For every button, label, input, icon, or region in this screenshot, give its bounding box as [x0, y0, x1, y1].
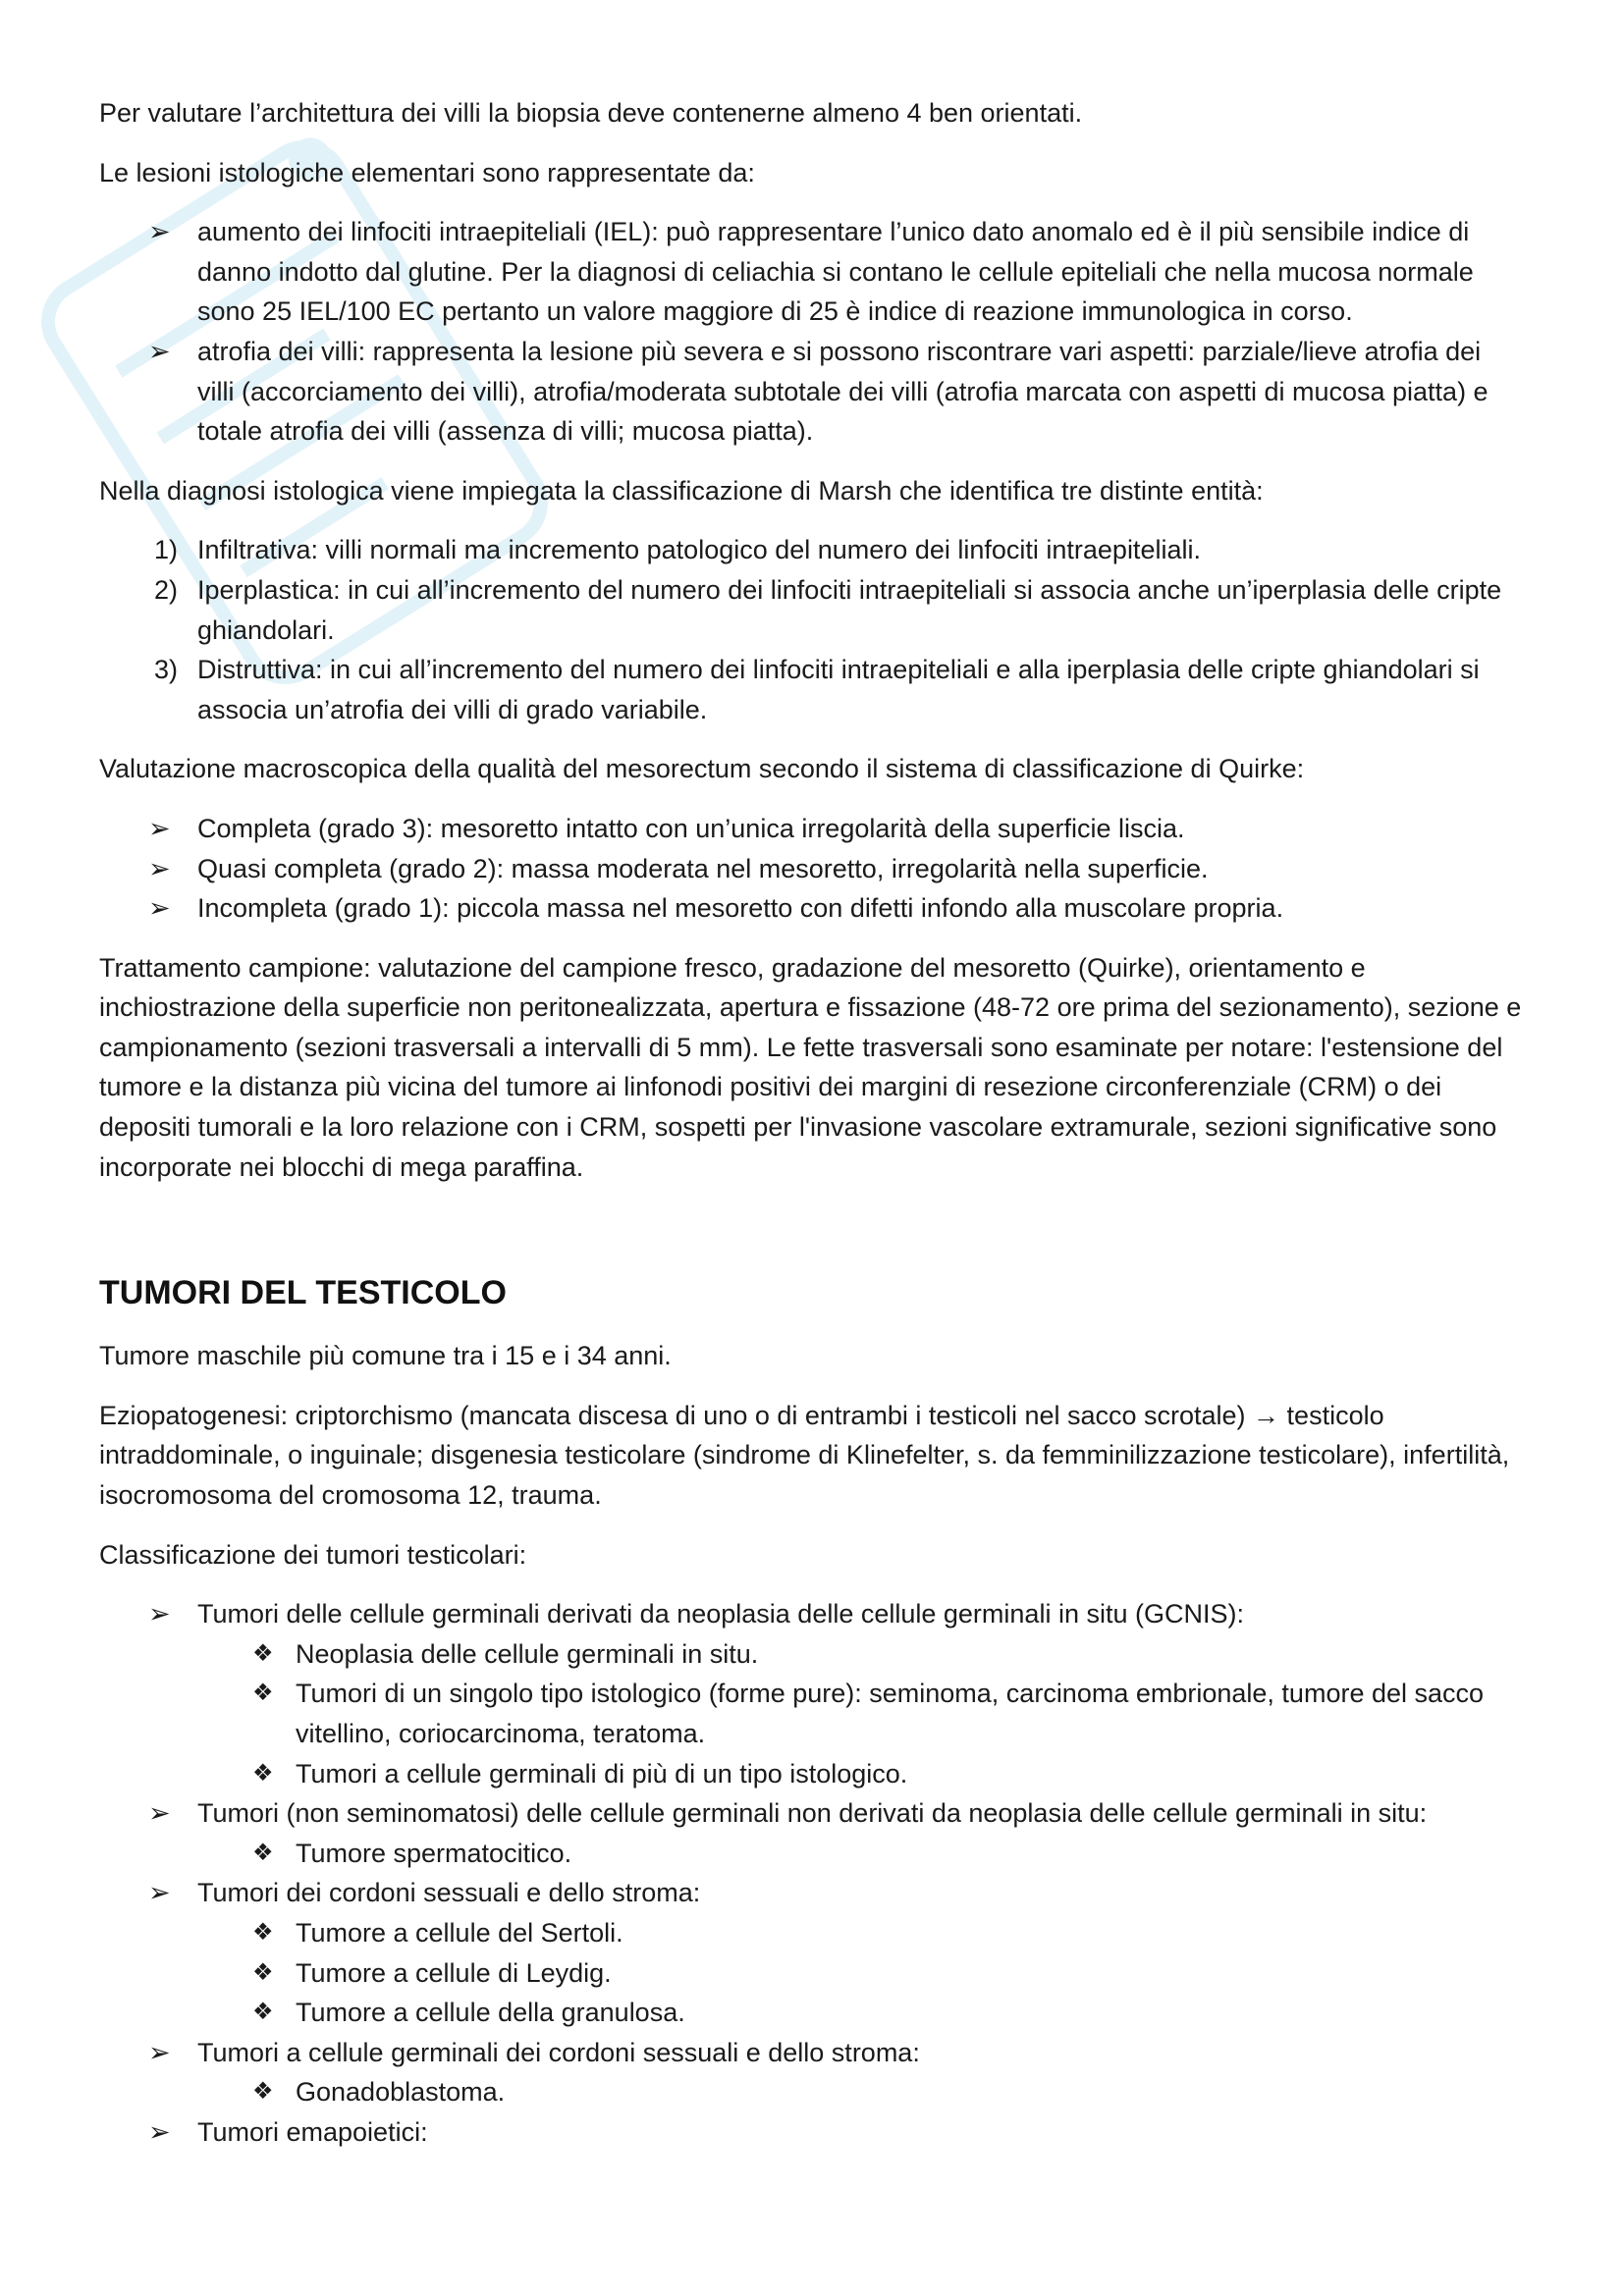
arrow-bullet-icon: ➢	[148, 217, 171, 247]
arrow-bullet-icon: ➢	[148, 2037, 171, 2067]
list-item-text: Completa (grado 3): mesoretto intatto con un’unica irregolarità della superficie liscia.	[197, 813, 1185, 843]
sub-list-item	[197, 1913, 1525, 1953]
sub-list-item-text: Tumore a cellule della granulosa.	[296, 1998, 685, 2028]
sub-list	[99, 2072, 1525, 2112]
list-item	[99, 1594, 1525, 1793]
diamond-bullet-icon: ❖	[252, 1918, 274, 1946]
sub-list-item	[197, 1674, 1525, 1753]
list-item	[99, 332, 1525, 452]
classification-list	[99, 1594, 1525, 2152]
list-number: 2)	[154, 574, 179, 605]
diamond-bullet-icon: ❖	[252, 1839, 274, 1866]
sub-list	[99, 1913, 1525, 2033]
diamond-bullet-icon: ❖	[252, 1639, 274, 1667]
list-number: 1)	[154, 535, 179, 565]
classification-intro: Classificazione dei tumori testicolari:	[99, 1539, 527, 1570]
sub-list-item	[197, 1754, 1525, 1794]
lesions-list	[99, 212, 1525, 452]
list-item-text: atrofia dei villi: rappresenta la lesione più severa e si possono riscontrare vari aspetti: parziale/lieve atrofia dei villi (accorciamento dei villi), atrofia/moderata subtotale dei villi (atrofia marcata con aspetti di mucosa piatta) e totale atrofia dei villi (assenza di villi; mucosa piatta).	[197, 336, 1489, 447]
sub-list-item-text: Tumore a cellule del Sertoli.	[296, 1917, 623, 1948]
sub-list-item-text: Tumori di un singolo tipo istologico (forme pure): seminoma, carcinoma embrionale, tumore del sacco vitellino, coriocarcinoma, teratoma.	[296, 1679, 1485, 1748]
list-item	[99, 1873, 1525, 2032]
list-item	[99, 2112, 1525, 2153]
list-item-text: Infiltrativa: villi normali ma incremento patologico del numero dei linfociti intraepiteliali.	[197, 535, 1201, 565]
list-item-text: Tumori dei cordoni sessuali e dello stroma:	[197, 1878, 701, 1908]
sub-list-item-text: Tumori a cellule germinali di più di un tipo istologico.	[296, 1758, 908, 1789]
list-item-text: Iperplastica: in cui all’incremento del numero dei linfociti intraepiteliali si associa anche un’iperplasia delle cripte ghiandolari.	[197, 574, 1502, 645]
arrow-bullet-icon: ➢	[148, 2116, 171, 2147]
list-item-text: Tumori emapoietici:	[197, 2116, 428, 2147]
document-body	[99, 93, 1525, 2172]
sub-list-item-text: Tumore spermatocitico.	[296, 1838, 572, 1868]
arrow-bullet-icon: ➢	[148, 1798, 171, 1829]
marsh-list	[99, 530, 1525, 729]
sub-list-item	[197, 1993, 1525, 2033]
arrow-bullet-icon: ➢	[148, 1599, 171, 1629]
list-item	[99, 849, 1525, 889]
sub-list-item	[197, 1953, 1525, 1994]
sub-list	[99, 1834, 1525, 1874]
list-item	[99, 888, 1525, 929]
sub-list-item-text: Tumore a cellule di Leydig.	[296, 1957, 612, 1988]
arrow-bullet-icon: ➢	[148, 1878, 171, 1908]
quirke-list	[99, 809, 1525, 929]
diamond-bullet-icon: ❖	[252, 2078, 274, 2106]
sub-list-item-text: Gonadoblastoma.	[296, 2077, 506, 2108]
sub-list-item	[197, 2072, 1525, 2112]
list-item-text: Tumori (non seminomatosi) delle cellule germinali non derivati da neoplasia delle cellule germinali in situ:	[197, 1798, 1428, 1829]
list-item-text: Tumori delle cellule germinali derivati da neoplasia delle cellule germinali in situ (GCNIS):	[197, 1599, 1244, 1629]
lesions-intro: Le lesioni istologiche elementari sono rappresentate da:	[99, 157, 755, 187]
treatment-paragraph: Trattamento campione: valutazione del campione fresco, gradazione del mesoretto (Quirke), orientamento e inchiostrazione della superficie non peritonealizzata, apertura e fissazione (48-72 ore prima del sezionamento), sezione e campionamento (sezioni trasversali a intervalli di 5 mm). Le fette trasversali sono esaminate per notare: l'estensione del tumore e la distanza più vicina del tumore ai linfonodi positivi dei margini di resezione circonferenziale (CRM) o dei depositi tumorali e la loro relazione con i CRM, sospetti per l'invasione vascolare extramurale, sezioni significative sono incorporate nei blocchi di mega paraffina.	[99, 952, 1522, 1182]
arrow-bullet-icon: ➢	[148, 853, 171, 883]
list-number: 3)	[154, 655, 179, 685]
epidemiology-paragraph: Tumore maschile più comune tra i 15 e i 34 anni.	[99, 1341, 672, 1371]
arrow-bullet-icon: ➢	[148, 813, 171, 843]
sub-list	[99, 1634, 1525, 1793]
list-item-text: Distruttiva: in cui all’incremento del numero dei linfociti intraepiteliali e alla iperplasia delle cripte ghiandolari si associa un’atrofia dei villi di grado variabile.	[197, 655, 1480, 724]
diamond-bullet-icon: ❖	[252, 1680, 274, 1707]
list-item	[99, 212, 1525, 332]
diamond-bullet-icon: ❖	[252, 1958, 274, 1986]
sub-list-item	[197, 1834, 1525, 1874]
sub-list-item	[197, 1634, 1525, 1675]
arrow-bullet-icon: ➢	[148, 336, 171, 366]
marsh-intro: Nella diagnosi istologica viene impiegata la classificazione di Marsh che identifica tre distinte entità:	[99, 475, 1264, 506]
arrow-bullet-icon: ➢	[148, 893, 171, 924]
list-item-text: Tumori a cellule germinali dei cordoni sessuali e dello stroma:	[197, 2037, 920, 2067]
list-item	[99, 809, 1525, 849]
list-item-text: Incompleta (grado 1): piccola massa nel mesoretto con difetti infondo alla muscolare propria.	[197, 893, 1284, 924]
list-item-text: aumento dei linfociti intraepiteliali (IEL): può rappresentare l’unico dato anomalo ed è il più sensibile indice di danno indotto dal glutine. Per la diagnosi di celiachia si contano le cellule epiteliali che nella mucosa normale sono 25 IEL/100 EC pertanto un valore maggiore di 25 è indice di reazione immunologica in corso.	[197, 217, 1474, 327]
intro-paragraph: Per valutare l’architettura dei villi la biopsia deve contenerne almeno 4 ben orientati.	[99, 98, 1083, 128]
list-item	[99, 2033, 1525, 2112]
list-item	[99, 570, 1525, 650]
list-item-text: Quasi completa (grado 2): massa moderata nel mesoretto, irregolarità nella superficie.	[197, 853, 1209, 883]
list-item	[99, 530, 1525, 570]
list-item	[99, 1793, 1525, 1873]
sub-list-item-text: Neoplasia delle cellule germinali in situ.	[296, 1638, 759, 1669]
section-heading: TUMORI DEL TESTICOLO	[99, 1274, 507, 1312]
etiopathogenesis-paragraph: Eziopatogenesi: criptorchismo (mancata discesa di uno o di entrambi i testicoli nel sacco scrotale) → testicolo intraddominale, o inguinale; disgenesia testicolare (sindrome di Klinefelter, s. da femminilizzazione testicolare), infertilità, isocromosoma del cromosoma 12, trauma.	[99, 1400, 1510, 1511]
list-item	[99, 650, 1525, 729]
diamond-bullet-icon: ❖	[252, 1999, 274, 2026]
quirke-intro: Valutazione macroscopica della qualità del mesorectum secondo il sistema di classificazione di Quirke:	[99, 754, 1305, 784]
diamond-bullet-icon: ❖	[252, 1759, 274, 1787]
